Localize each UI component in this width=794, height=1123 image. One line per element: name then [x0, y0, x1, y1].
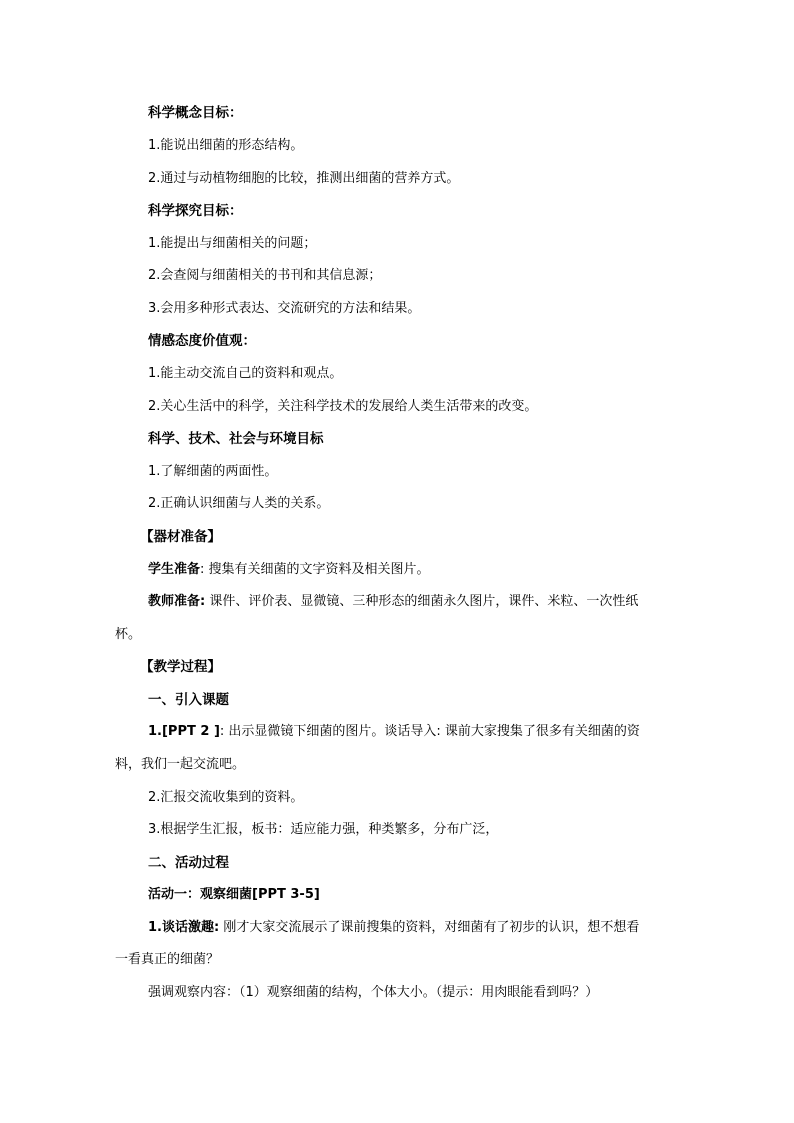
process-heading: 【教学过程】 [140, 659, 221, 675]
intro-item-3: 3.根据学生汇报，板书：适应能力强，种类繁多，分布广泛， [148, 822, 499, 837]
student-preparation-label: 学生准备 [148, 562, 201, 577]
intro-item-1 [148, 722, 640, 742]
intro-item-1-label: 1.[PPT 2 ] [148, 724, 220, 739]
part2-heading: 二、活动过程 [148, 855, 229, 871]
attitude-item-2: 2.关心生活中的科学，关注科学技术的发展给人类生活带来的改变。 [148, 399, 538, 414]
sts-item-1: 1.了解细菌的两面性。 [148, 464, 278, 479]
teacher-preparation-text: 课件、评价表、显微镜、三种形态的细菌永久图片，课件、米粒、一次性纸 [205, 594, 639, 609]
teacher-preparation-label: 教师准备: [148, 594, 206, 609]
activity1-heading: 活动一：观察细菌[PPT 3-5] [148, 887, 320, 902]
activity1-item-1-text: 刚才大家交流展示了课前搜集的资料，对细菌有了初步的认识，想不想看 [219, 920, 640, 935]
materials-heading: 【器材准备】 [140, 529, 221, 545]
intro-item-2: 2.汇报交流收集到的资料。 [148, 790, 304, 805]
sts-item-2: 2.正确认识细菌与人类的关系。 [148, 496, 330, 511]
activity1-item-1-continued: 一看真正的细菌？ [115, 952, 220, 967]
student-preparation-text: : 搜集有关细菌的文字资料及相关图片。 [200, 562, 430, 577]
attitude-item-1: 1.能主动交流自己的资料和观点。 [148, 366, 343, 381]
activity1-item-1 [148, 918, 639, 938]
intro-item-1-text: : 出示显微镜下细菌的图片。谈话导入: 课前大家搜集了很多有关细菌的资 [219, 724, 640, 739]
inquiry-item-2: 2.会查阅与细菌相关的书刊和其信息源； [148, 268, 382, 283]
concept-goals-heading: 科学概念目标： [148, 105, 243, 121]
intro-item-1-continued: 料，我们一起交流吧。 [115, 757, 246, 772]
concept-item-2: 2.通过与动植物细胞的比较，推测出细菌的营养方式。 [148, 171, 460, 186]
concept-item-1: 1.能说出细菌的形态结构。 [148, 138, 304, 153]
attitude-goals-heading: 情感态度价值观： [148, 333, 256, 349]
activity1-item-1-label: 1.谈话激趣: [148, 920, 220, 935]
teacher-preparation-continued: 杯。 [115, 627, 142, 642]
part1-heading: 一、引入课题 [148, 692, 229, 708]
inquiry-item-1: 1.能提出与细菌相关的问题； [148, 236, 317, 251]
sts-goals-heading: 科学、技术、社会与环境目标 [148, 431, 324, 447]
observation-emphasis: 强调观察内容：（1）观察细菌的结构，个体大小。（提示：用肉眼能看到吗？） [148, 985, 599, 1000]
inquiry-goals-heading: 科学探究目标： [148, 203, 243, 219]
teacher-preparation [148, 592, 638, 612]
inquiry-item-3: 3.会用多种形式表达、交流研究的方法和结果。 [148, 301, 421, 316]
student-preparation [148, 560, 430, 580]
